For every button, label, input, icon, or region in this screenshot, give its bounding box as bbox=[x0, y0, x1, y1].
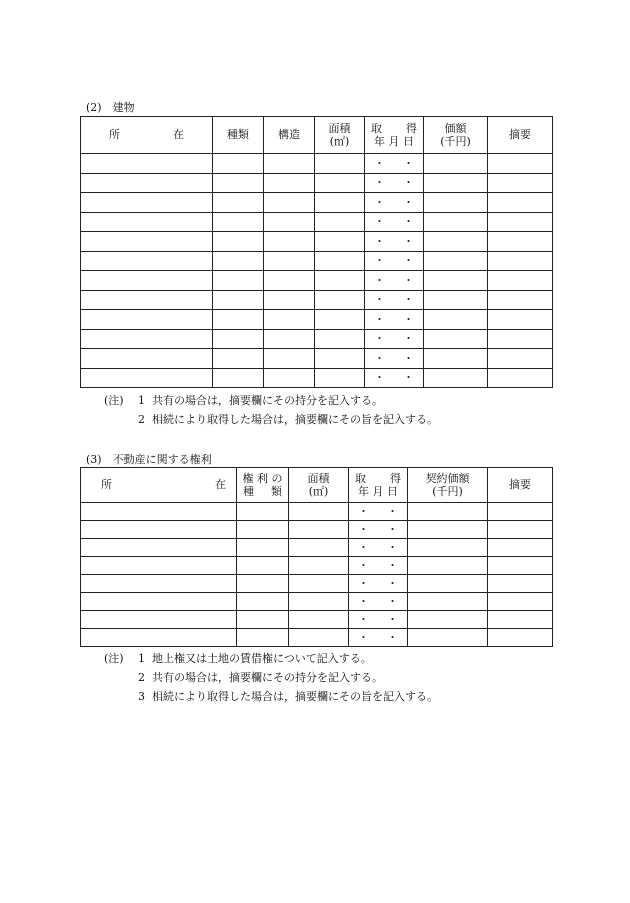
table-cell[interactable] bbox=[81, 629, 237, 647]
table-cell[interactable] bbox=[408, 611, 488, 629]
table-cell[interactable] bbox=[424, 212, 488, 232]
acquisition-date-cell[interactable] bbox=[365, 173, 424, 193]
date-separator: ・ bbox=[358, 523, 369, 536]
table-cell[interactable] bbox=[264, 271, 315, 291]
date-separator: ・ bbox=[358, 505, 369, 518]
table-cell[interactable] bbox=[264, 349, 315, 369]
table-cell[interactable] bbox=[81, 368, 213, 388]
table-cell[interactable] bbox=[488, 503, 553, 521]
table-row bbox=[81, 290, 553, 310]
date-separator: ・ bbox=[374, 234, 385, 248]
table-cell[interactable] bbox=[264, 310, 315, 330]
table-cell[interactable] bbox=[488, 271, 553, 291]
table-cell[interactable] bbox=[213, 212, 264, 232]
table-row bbox=[81, 575, 553, 593]
table-cell[interactable] bbox=[488, 521, 553, 539]
date-separator: ・ bbox=[358, 577, 369, 590]
table-cell[interactable] bbox=[81, 329, 213, 349]
table-cell[interactable] bbox=[213, 271, 264, 291]
table-cell[interactable] bbox=[81, 310, 213, 330]
table-cell[interactable] bbox=[264, 368, 315, 388]
table-cell[interactable] bbox=[237, 557, 289, 575]
table-row bbox=[81, 173, 553, 193]
date-separator: ・ bbox=[387, 559, 398, 572]
table-cell[interactable] bbox=[264, 329, 315, 349]
table-cell[interactable] bbox=[81, 232, 213, 252]
acquisition-date-cell[interactable] bbox=[349, 593, 408, 611]
table-cell[interactable] bbox=[424, 251, 488, 271]
table-cell[interactable] bbox=[289, 593, 349, 611]
table-cell[interactable] bbox=[488, 611, 553, 629]
table-cell[interactable] bbox=[424, 154, 488, 174]
table-cell[interactable] bbox=[315, 290, 365, 310]
table-cell[interactable] bbox=[488, 290, 553, 310]
acquisition-date-cell[interactable] bbox=[349, 629, 408, 647]
table-cell[interactable] bbox=[81, 503, 237, 521]
acquisition-date-cell[interactable] bbox=[349, 503, 408, 521]
date-separator: ・ bbox=[374, 195, 385, 209]
header-contract-price: 契約価額 (千円) bbox=[408, 468, 488, 503]
table-cell[interactable] bbox=[408, 557, 488, 575]
table-cell[interactable] bbox=[315, 173, 365, 193]
table-cell[interactable] bbox=[488, 193, 553, 213]
table-cell[interactable] bbox=[315, 329, 365, 349]
table-cell[interactable] bbox=[289, 575, 349, 593]
date-separator: ・ bbox=[387, 505, 398, 518]
table-cell[interactable] bbox=[488, 251, 553, 271]
header-location: 所 在 bbox=[81, 117, 213, 154]
table-cell[interactable] bbox=[213, 251, 264, 271]
date-separator: ・ bbox=[387, 631, 398, 644]
table-cell[interactable] bbox=[81, 521, 237, 539]
table-cell[interactable] bbox=[264, 154, 315, 174]
section2-note-2: 2 相続により取得した場合は，摘要欄にその旨を記入する。 bbox=[138, 413, 438, 426]
table-cell[interactable] bbox=[264, 290, 315, 310]
header-price: 価額 (千円) bbox=[424, 117, 488, 154]
acquisition-date-cell[interactable] bbox=[365, 310, 424, 330]
table-cell[interactable] bbox=[213, 349, 264, 369]
table-cell[interactable] bbox=[315, 154, 365, 174]
table-cell[interactable] bbox=[81, 557, 237, 575]
date-separator: ・ bbox=[403, 371, 414, 385]
date-separator: ・ bbox=[374, 371, 385, 385]
acquisition-date-cell[interactable] bbox=[365, 329, 424, 349]
table-row bbox=[81, 154, 553, 174]
table-cell[interactable] bbox=[81, 290, 213, 310]
acquisition-date-cell[interactable] bbox=[349, 611, 408, 629]
table-cell[interactable] bbox=[81, 349, 213, 369]
date-separator: ・ bbox=[358, 595, 369, 608]
table-cell[interactable] bbox=[213, 310, 264, 330]
table-cell[interactable] bbox=[488, 310, 553, 330]
table-cell[interactable] bbox=[488, 173, 553, 193]
table-row bbox=[81, 212, 553, 232]
table-cell[interactable] bbox=[213, 193, 264, 213]
date-separator: ・ bbox=[403, 293, 414, 307]
date-separator: ・ bbox=[403, 332, 414, 346]
date-separator: ・ bbox=[403, 312, 414, 326]
date-separator: ・ bbox=[403, 254, 414, 268]
table-cell[interactable] bbox=[213, 154, 264, 174]
table-cell[interactable] bbox=[289, 611, 349, 629]
table-row bbox=[81, 232, 553, 252]
date-separator: ・ bbox=[387, 595, 398, 608]
table-cell[interactable] bbox=[289, 503, 349, 521]
section3-note-2: 2 共有の場合は，摘要欄にその持分を記入する。 bbox=[138, 671, 383, 684]
table-cell[interactable] bbox=[213, 290, 264, 310]
table-cell[interactable] bbox=[81, 154, 213, 174]
date-separator: ・ bbox=[387, 577, 398, 590]
table-cell[interactable] bbox=[237, 575, 289, 593]
table-cell[interactable] bbox=[488, 629, 553, 647]
table-row bbox=[81, 349, 553, 369]
date-separator: ・ bbox=[387, 613, 398, 626]
table-cell[interactable] bbox=[424, 310, 488, 330]
table-row bbox=[81, 251, 553, 271]
table-cell[interactable] bbox=[315, 232, 365, 252]
table-row bbox=[81, 611, 553, 629]
table-cell[interactable] bbox=[424, 349, 488, 369]
table-row bbox=[81, 521, 553, 539]
table-row bbox=[81, 593, 553, 611]
table-cell[interactable] bbox=[424, 193, 488, 213]
table-row bbox=[81, 629, 553, 647]
acquisition-date-cell[interactable] bbox=[365, 154, 424, 174]
date-separator: ・ bbox=[358, 559, 369, 572]
acquisition-date-cell[interactable] bbox=[365, 271, 424, 291]
date-separator: ・ bbox=[358, 631, 369, 644]
acquisition-date-cell[interactable] bbox=[365, 349, 424, 369]
header-remarks: 摘要 bbox=[488, 468, 553, 503]
date-separator: ・ bbox=[374, 273, 385, 287]
building-table bbox=[80, 116, 553, 388]
table-cell[interactable] bbox=[315, 251, 365, 271]
date-separator: ・ bbox=[374, 332, 385, 346]
acquisition-date-cell[interactable] bbox=[365, 193, 424, 213]
section2-title: (2) 建物 bbox=[86, 101, 135, 114]
table-cell[interactable] bbox=[315, 310, 365, 330]
table-cell[interactable] bbox=[237, 503, 289, 521]
table-cell[interactable] bbox=[237, 611, 289, 629]
table-cell[interactable] bbox=[289, 629, 349, 647]
date-separator: ・ bbox=[358, 613, 369, 626]
section3-note-3: 3 相続により取得した場合は，摘要欄にその旨を記入する。 bbox=[138, 690, 438, 703]
table-cell[interactable] bbox=[237, 593, 289, 611]
date-separator: ・ bbox=[403, 215, 414, 229]
table-cell[interactable] bbox=[488, 232, 553, 252]
table-cell[interactable] bbox=[289, 539, 349, 557]
table-cell[interactable] bbox=[81, 193, 213, 213]
table-cell[interactable] bbox=[213, 368, 264, 388]
table-row bbox=[81, 193, 553, 213]
table-cell[interactable] bbox=[424, 173, 488, 193]
table-cell[interactable] bbox=[408, 629, 488, 647]
table-cell[interactable] bbox=[488, 368, 553, 388]
table-cell[interactable] bbox=[408, 539, 488, 557]
header-right-kind: 権 利 の 種 類 bbox=[237, 468, 289, 503]
table-cell[interactable] bbox=[488, 329, 553, 349]
table-cell[interactable] bbox=[408, 593, 488, 611]
header-structure: 構造 bbox=[264, 117, 315, 154]
table-cell[interactable] bbox=[289, 557, 349, 575]
table-cell[interactable] bbox=[315, 271, 365, 291]
table-cell[interactable] bbox=[264, 193, 315, 213]
table-row bbox=[81, 503, 553, 521]
header-acquisition-date: 取 得 年 月 日 bbox=[365, 117, 424, 154]
table-cell[interactable] bbox=[264, 173, 315, 193]
date-separator: ・ bbox=[403, 176, 414, 190]
table-cell[interactable] bbox=[424, 329, 488, 349]
date-separator: ・ bbox=[374, 156, 385, 170]
table-cell[interactable] bbox=[81, 611, 237, 629]
date-separator: ・ bbox=[403, 273, 414, 287]
table-cell[interactable] bbox=[264, 251, 315, 271]
date-separator: ・ bbox=[374, 215, 385, 229]
header-acquisition-date: 取 得 年 月 日 bbox=[349, 468, 408, 503]
table-cell[interactable] bbox=[213, 173, 264, 193]
table-row bbox=[81, 368, 553, 388]
table-cell[interactable] bbox=[424, 368, 488, 388]
date-separator: ・ bbox=[374, 254, 385, 268]
table-cell[interactable] bbox=[264, 232, 315, 252]
acquisition-date-cell[interactable] bbox=[349, 557, 408, 575]
date-separator: ・ bbox=[374, 312, 385, 326]
date-separator: ・ bbox=[403, 351, 414, 365]
date-separator: ・ bbox=[387, 523, 398, 536]
date-separator: ・ bbox=[374, 176, 385, 190]
acquisition-date-cell[interactable] bbox=[365, 290, 424, 310]
table-cell[interactable] bbox=[81, 539, 237, 557]
table-cell[interactable] bbox=[237, 629, 289, 647]
date-separator: ・ bbox=[403, 195, 414, 209]
table-cell[interactable] bbox=[289, 521, 349, 539]
table-cell[interactable] bbox=[408, 521, 488, 539]
table-cell[interactable] bbox=[488, 349, 553, 369]
header-kind: 種類 bbox=[213, 117, 264, 154]
table-cell[interactable] bbox=[81, 271, 213, 291]
table-cell[interactable] bbox=[488, 557, 553, 575]
acquisition-date-cell[interactable] bbox=[349, 575, 408, 593]
table-cell[interactable] bbox=[81, 173, 213, 193]
table-cell[interactable] bbox=[424, 232, 488, 252]
table-row bbox=[81, 557, 553, 575]
table-cell[interactable] bbox=[315, 193, 365, 213]
acquisition-date-cell[interactable] bbox=[365, 368, 424, 388]
table-cell[interactable] bbox=[81, 251, 213, 271]
acquisition-date-cell[interactable] bbox=[365, 212, 424, 232]
section3-title: (3) 不動産に関する権利 bbox=[86, 453, 212, 466]
table-cell[interactable] bbox=[488, 575, 553, 593]
table-cell[interactable] bbox=[315, 349, 365, 369]
table-cell[interactable] bbox=[488, 212, 553, 232]
table-cell[interactable] bbox=[81, 575, 237, 593]
table-cell[interactable] bbox=[488, 593, 553, 611]
date-separator: ・ bbox=[374, 351, 385, 365]
section3-note-1: (注) 1 地上権又は土地の賃借権について記入する。 bbox=[104, 652, 372, 665]
table-row bbox=[81, 329, 553, 349]
table-cell[interactable] bbox=[237, 521, 289, 539]
header-area: 面積 (㎡) bbox=[315, 117, 365, 154]
table-cell[interactable] bbox=[264, 212, 315, 232]
table-cell[interactable] bbox=[424, 271, 488, 291]
acquisition-date-cell[interactable] bbox=[365, 232, 424, 252]
table-row bbox=[81, 271, 553, 291]
header-remarks: 摘要 bbox=[488, 117, 553, 154]
acquisition-date-cell[interactable] bbox=[349, 539, 408, 557]
table-cell[interactable] bbox=[408, 575, 488, 593]
date-separator: ・ bbox=[403, 234, 414, 248]
header-location: 所 在 bbox=[81, 468, 237, 503]
table-cell[interactable] bbox=[424, 290, 488, 310]
table-cell[interactable] bbox=[81, 593, 237, 611]
table-cell[interactable] bbox=[213, 232, 264, 252]
date-separator: ・ bbox=[358, 541, 369, 554]
acquisition-date-cell[interactable] bbox=[365, 251, 424, 271]
table-cell[interactable] bbox=[315, 212, 365, 232]
date-separator: ・ bbox=[403, 156, 414, 170]
table-row bbox=[81, 539, 553, 557]
table-cell[interactable] bbox=[81, 212, 213, 232]
date-separator: ・ bbox=[387, 541, 398, 554]
table-cell[interactable] bbox=[408, 503, 488, 521]
header-area: 面積 (㎡) bbox=[289, 468, 349, 503]
acquisition-date-cell[interactable] bbox=[349, 521, 408, 539]
real-estate-rights-table bbox=[80, 467, 553, 647]
table-cell[interactable] bbox=[213, 329, 264, 349]
section2-note-1: (注) 1 共有の場合は，摘要欄にその持分を記入する。 bbox=[104, 394, 383, 407]
table-cell[interactable] bbox=[488, 539, 553, 557]
table-cell[interactable] bbox=[488, 154, 553, 174]
table-cell[interactable] bbox=[315, 368, 365, 388]
date-separator: ・ bbox=[374, 293, 385, 307]
table-row bbox=[81, 310, 553, 330]
table-cell[interactable] bbox=[237, 539, 289, 557]
